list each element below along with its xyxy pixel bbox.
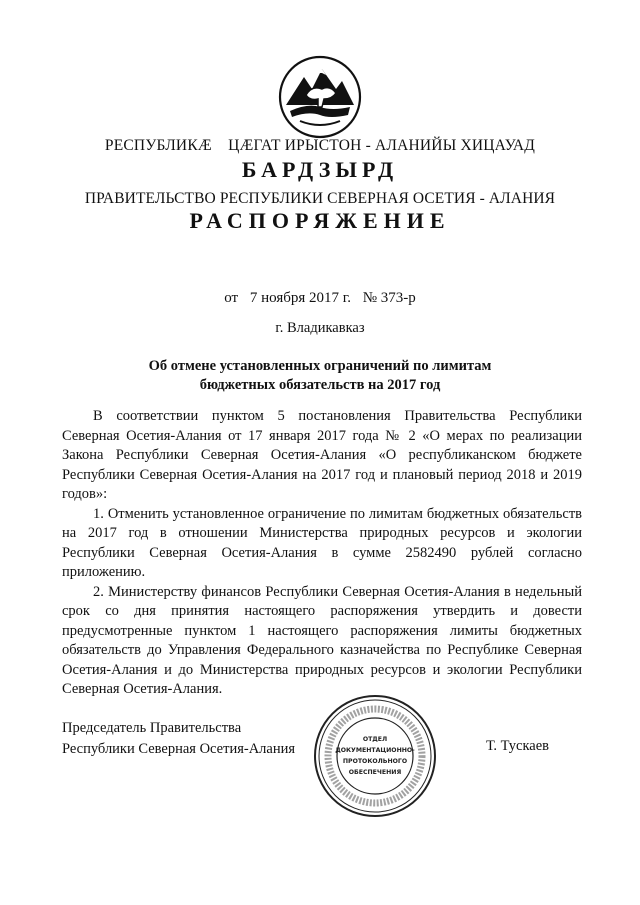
- preamble-paragraph: В соответствии пунктом 5 постановления Правительства Республики Северная Осетия-Алания от 17 января 2017 года № 2 «О мерах по реализации Закона Республики Северная Осетия-Алания «О республиканском бюджете Республики Северная Осетия-Алания на 2017 год и плановый период 2018 и 2019 годов»:: [62, 408, 582, 502]
- subject-line-1: Об отмене установленных ограничений по лимитам: [148, 358, 492, 374]
- coat-of-arms-emblem: [278, 55, 362, 139]
- official-seal: [312, 693, 438, 819]
- seal-line-1: ОТДЕЛ: [362, 736, 388, 743]
- from-label: от: [224, 290, 239, 306]
- item-1-paragraph: 1. Отменить установленное ограничение по лимитам бюджетных обязательств на 2017 год в отношении Министерства природных ресурсов и экологии Республики Северная Осетия-Алания в сумме 2582490 рублей согласно приложению.: [62, 505, 582, 580]
- signatory-title: [62, 718, 295, 760]
- republic-government-ossetian: ЦӔГАТ ИРЫСТОН - АЛАНИЙЫ ХИЦАУАД: [228, 137, 536, 154]
- republic-word: РЕСПУБЛИКӔ: [104, 137, 212, 154]
- city: г. Владикавказ: [275, 320, 365, 336]
- government-line: ПРАВИТЕЛЬСТВО РЕСПУБЛИКИ СЕВЕРНАЯ ОСЕТИЯ - АЛАНИЯ: [84, 190, 556, 207]
- subject-line-2: бюджетных обязательств на 2017 год: [199, 377, 441, 393]
- date-number-line: [0, 290, 640, 307]
- bardzyrd-heading: БАРДЗЫРД: [241, 157, 399, 182]
- document-body: [62, 407, 582, 700]
- seal-line-4: ОБЕСПЕЧЕНИЯ: [348, 769, 402, 776]
- seal-line-3: ПРОТОКОЛЬНОГО: [342, 758, 408, 765]
- seal-line-2: ДОКУМЕНТАЦИОННО-: [335, 747, 415, 754]
- signatory-name: Т. Тускаев: [486, 738, 550, 754]
- signatory-title-line-1: Председатель Правительства: [62, 720, 242, 736]
- document-type-heading: РАСПОРЯЖЕНИЕ: [189, 208, 451, 233]
- item-2-paragraph: 2. Министерству финансов Республики Северная Осетия-Алания в недельный срок со дня принятия настоящего распоряжения утвердить и довести предусмотренные пунктом 1 настоящего распоряжения лимиты бюджетных обязательств до Управления Федерального казначейства по Республике Северная Осетия-Алания и до Министерства природных ресурсов и экологии Республики Северная Осетия-Алания.: [62, 583, 582, 697]
- subject-heading: [0, 357, 640, 395]
- signatory-title-line-2: Республики Северная Осетия-Алания: [62, 741, 296, 757]
- document-date: 7 ноября 2017 г.: [249, 290, 351, 306]
- document-number: № 373-р: [362, 290, 416, 306]
- republic-line-ossetian: [0, 137, 640, 155]
